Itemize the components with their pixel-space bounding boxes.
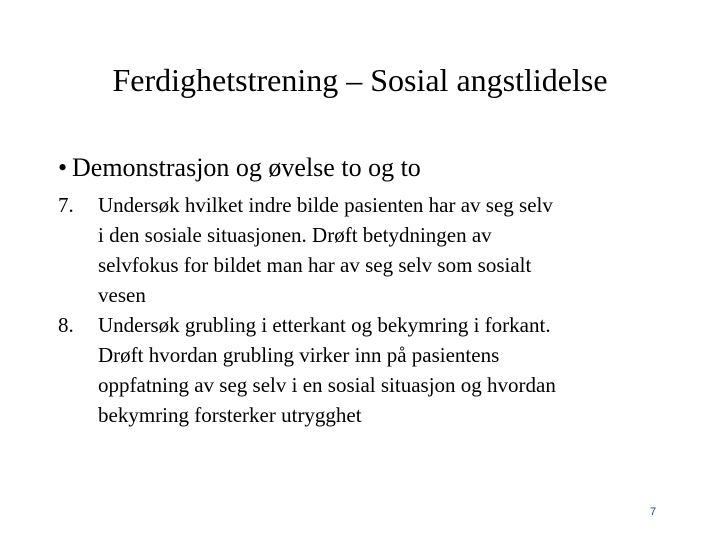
bullet-text: Demonstrasjon og øvelse to og to: [72, 153, 421, 182]
list-item: [58, 190, 678, 310]
page-number: 7: [650, 506, 657, 518]
list-item-line: oppfatning av seg selv i en sosial situasjon og hvordan: [98, 373, 556, 397]
list-item-line: bekymring forsterker utrygghet: [98, 403, 362, 427]
list-item-line: Undersøk hvilket indre bilde pasienten har av seg selv: [98, 193, 553, 217]
list-item-line: Undersøk grubling i etterkant og bekymring i forkant.: [98, 313, 551, 337]
slide-title: Ferdighetstrening – Sosial angstlidelse: [112, 62, 608, 98]
list-item-number: 8.: [58, 313, 74, 337]
list-item-line: Drøft hvordan grubling virker inn på pasientens: [98, 343, 500, 367]
list-item-line: selvfokus for bildet man har av seg selv som sosialt: [98, 253, 532, 277]
list-item-number: 7.: [58, 193, 74, 217]
bullet-point: [58, 150, 421, 186]
list-item-line: vesen: [98, 283, 146, 307]
list-item-line: i den sosiale situasjonen. Drøft betydningen av: [98, 223, 492, 247]
bullet-marker: •: [58, 153, 68, 182]
numbered-list: [58, 190, 678, 430]
list-item: [58, 310, 678, 430]
